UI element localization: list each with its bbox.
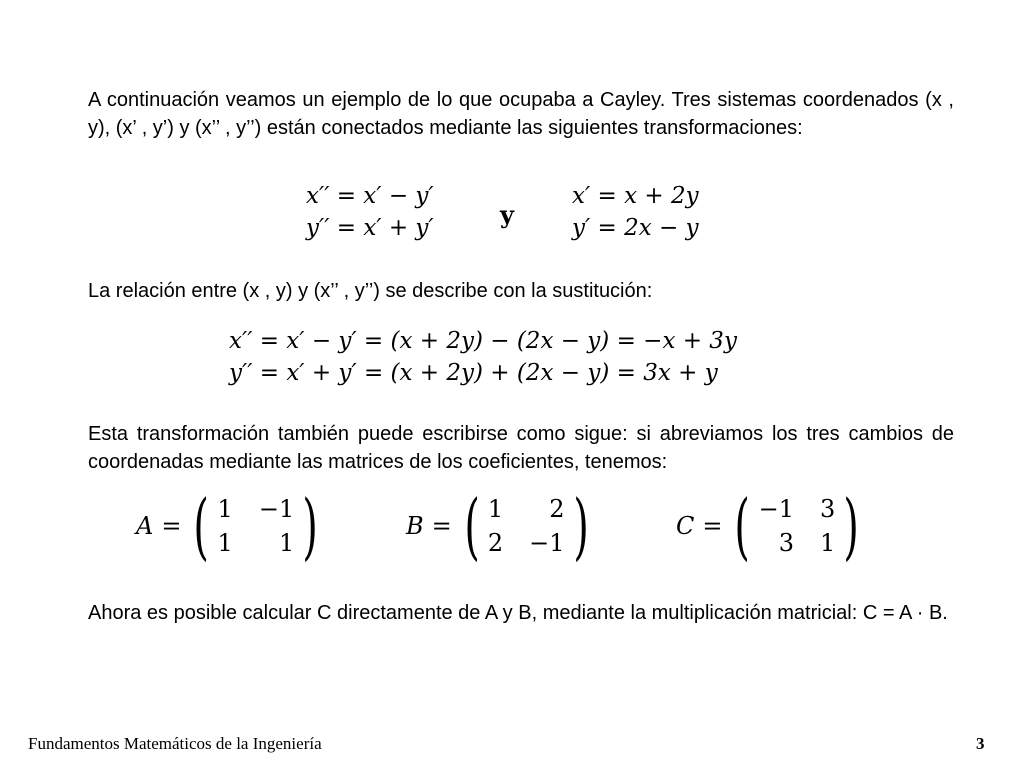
equation-line: y′′ = x′ + y′ = (x + 2y) + (2x − y) = 3x + y bbox=[229, 360, 718, 386]
matrix-a bbox=[136, 484, 324, 568]
relation-paragraph: La relación entre (x , y) y (x’’ , y’’) se describe con la sustitución: bbox=[88, 280, 653, 302]
equals-sign: = bbox=[431, 512, 452, 540]
right-paren: ) bbox=[302, 484, 318, 568]
equals-sign: = bbox=[702, 512, 723, 540]
matrix-cell: −1 bbox=[258, 495, 295, 523]
equation-line: x′′ = x′ − y′ = (x + 2y) − (2x − y) = −x + 3y bbox=[229, 328, 737, 354]
matrix-cell: 2 bbox=[487, 529, 504, 557]
matrix-cell: 3 bbox=[819, 495, 836, 523]
left-paren: ( bbox=[464, 484, 480, 568]
matrix-a-name: A bbox=[136, 512, 154, 540]
equation-line: y′′ = x′ + y′ bbox=[306, 215, 434, 241]
matrix-c-name: C bbox=[676, 512, 695, 540]
left-paren: ( bbox=[193, 484, 210, 568]
left-paren: ( bbox=[734, 484, 751, 568]
equation-line: y′ = 2x − y bbox=[572, 215, 699, 241]
matrix-cell: 3 bbox=[778, 529, 794, 557]
matrix-b-name: B bbox=[406, 512, 424, 540]
equals-sign: = bbox=[161, 512, 182, 540]
system2-equations bbox=[572, 180, 699, 244]
footer-title: Fundamentos Matemáticos de la Ingeniería bbox=[28, 734, 322, 753]
intro-paragraph: A continuación veamos un ejemplo de lo que ocupaba a Cayley. Tres sistemas coordenados (x , y), (x’ , y’) y (x’’ , y’’) están conectados mediante las siguientes transformaciones: bbox=[88, 89, 954, 139]
right-paren: ) bbox=[843, 484, 860, 568]
matrix-cell: 1 bbox=[819, 529, 836, 557]
matrix-cell: 1 bbox=[217, 495, 233, 523]
matrix-paragraph: Esta transformación también puede escribirse como sigue: si abreviamos los tres cambios de coordenadas mediante las matrices de los coeficientes, tenemos: bbox=[88, 423, 954, 473]
page-number: 3 bbox=[976, 734, 985, 753]
right-paren: ) bbox=[572, 484, 589, 568]
matrix-cell: 1 bbox=[217, 529, 233, 557]
matrix-cell: −1 bbox=[758, 495, 794, 523]
matrix-cell: −1 bbox=[529, 529, 565, 557]
matrix-cell: 2 bbox=[549, 495, 565, 523]
equation-line: x′′ = x′ − y′ bbox=[306, 183, 434, 209]
matrix-cell: 1 bbox=[487, 495, 504, 523]
substitution-equations bbox=[229, 325, 737, 389]
matrix-b-cells bbox=[486, 495, 567, 557]
equation-line: x′ = x + 2y bbox=[572, 183, 699, 209]
matrix-b bbox=[406, 484, 595, 568]
conclusion-paragraph: Ahora es posible calcular C directamente de A y B, mediante la multiplicación matricial: C = A · B. bbox=[88, 602, 948, 624]
matrix-cell: 1 bbox=[278, 529, 295, 557]
matrix-a-cells bbox=[216, 495, 297, 557]
system1-equations bbox=[306, 180, 434, 244]
matrix-c-cells bbox=[757, 495, 838, 557]
connector-y: y bbox=[500, 200, 514, 229]
matrix-c bbox=[676, 484, 865, 568]
